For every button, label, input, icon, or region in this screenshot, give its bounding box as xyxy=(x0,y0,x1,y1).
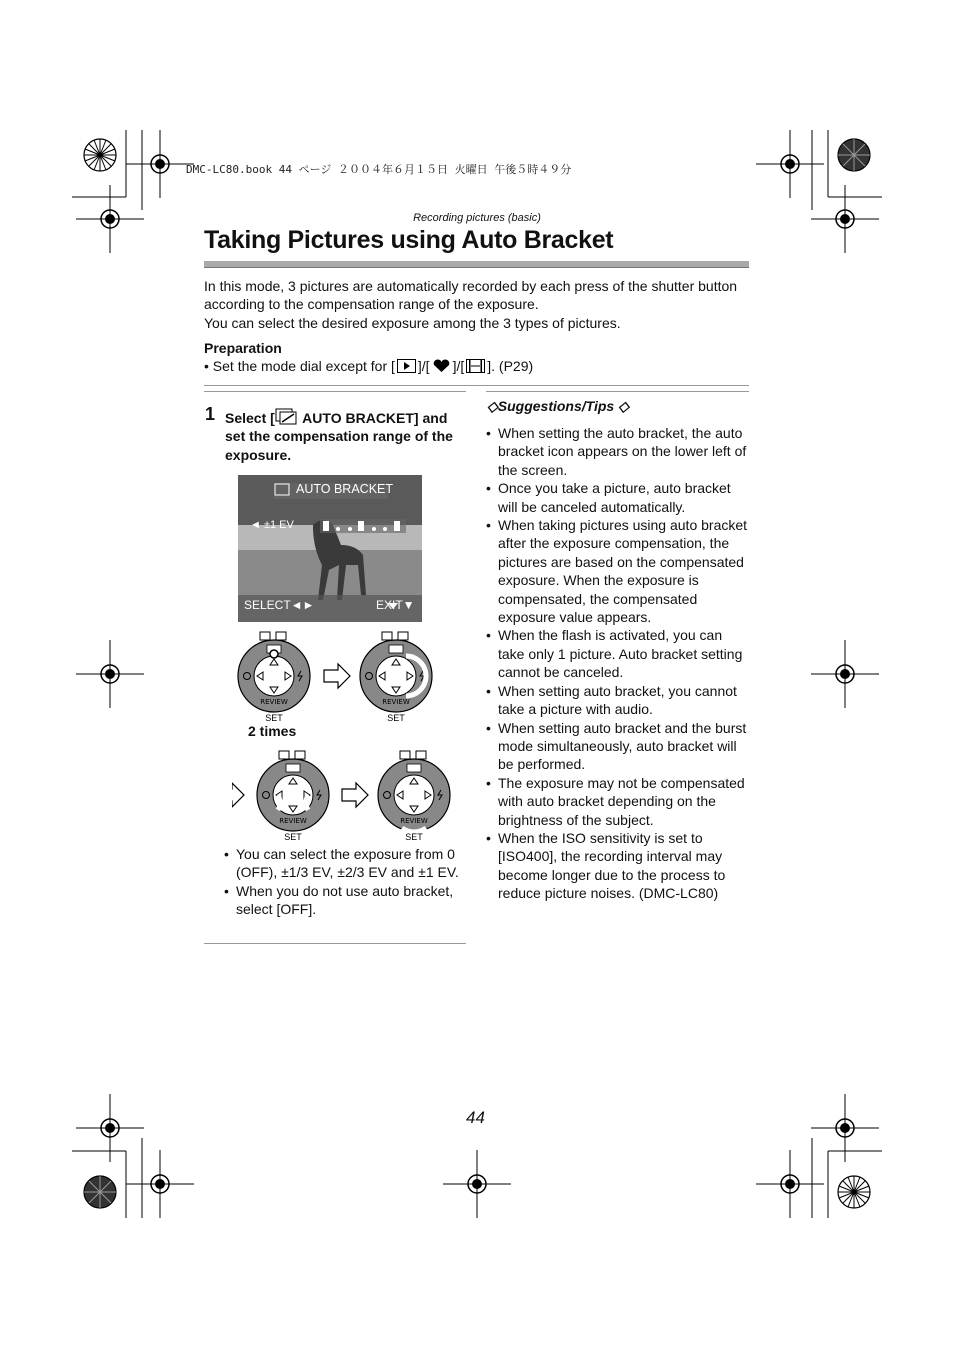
preparation-item xyxy=(204,358,533,374)
step-number: 1 xyxy=(205,404,216,424)
dial2-set-label: SET xyxy=(387,713,405,723)
page-title: Taking Pictures using Auto Bracket xyxy=(204,226,614,254)
step-prefix: Select [ xyxy=(225,410,275,426)
dial1-set-label: SET xyxy=(265,713,283,723)
tip-item: • The exposure may not be compensated with auto bracket depending on the brightness of the subject. xyxy=(486,774,750,829)
prep-sep-2: ]/[ xyxy=(452,358,465,374)
step-notes xyxy=(224,845,469,919)
playback-icon xyxy=(397,359,416,373)
note-item: • You can select the exposure from 0 (OFF), ±1/3 EV, ±2/3 EV and ±1 EV. xyxy=(224,845,469,882)
step-instruction xyxy=(225,408,470,464)
dial4-review-label: REVIEW xyxy=(400,817,428,825)
tip-item: • When setting the auto bracket, the auto bracket icon appears on the lower left of the screen. xyxy=(486,424,750,479)
lcd-select-hint: SELECT◄► xyxy=(244,598,315,612)
dial4-set-label: SET xyxy=(405,832,423,842)
lcd-exit-hint: EXIT▼ xyxy=(376,598,415,612)
press-count: 2 times xyxy=(248,723,297,739)
file-meta: DMC-LC80.book 44 ページ ２００４年６月１５日 火曜日 午後５時４９分 xyxy=(186,163,572,176)
tip-item: • When setting auto bracket, you cannot take a picture with audio. xyxy=(486,682,750,719)
tip-item: • When setting auto bracket and the burst mode simultaneously, auto bracket will be performed. xyxy=(486,719,750,774)
note-item: • When you do not use auto bracket, select [OFF]. xyxy=(224,882,469,919)
lcd-screen xyxy=(238,475,422,622)
lcd-title: AUTO BRACKET xyxy=(296,482,394,496)
divider-top xyxy=(204,385,749,386)
tip-item: • When taking pictures using auto bracket after the exposure compensation, the pictures are based on the compensated exposure. When the exposure is compensated, the compensated exposure value appears. xyxy=(486,516,750,626)
divider-tips xyxy=(486,391,749,392)
step-text: AUTO BRACKET] and set the compensation range of the exposure. xyxy=(225,410,453,463)
tips-list xyxy=(486,424,750,903)
prep-sep-1: ]/[ xyxy=(417,358,430,374)
intro-paragraph-1: In this mode, 3 pictures are automatically recorded by each press of the shutter button according to the compensation range of the exposure. xyxy=(204,278,738,313)
dial2-review-label: REVIEW xyxy=(382,698,410,706)
title-rule xyxy=(204,261,749,268)
auto-bracket-icon xyxy=(275,408,299,426)
heart-icon xyxy=(432,359,451,373)
intro xyxy=(204,277,749,332)
tip-item: • Once you take a picture, auto bracket will be canceled automatically. xyxy=(486,479,750,516)
lcd-ev-value: ◄ ±1 EV xyxy=(250,519,294,531)
section-label: Recording pictures (basic) xyxy=(413,212,541,224)
prep-suffix: ]. (P29) xyxy=(487,358,534,374)
divider-step xyxy=(204,391,466,392)
intro-paragraph-2: You can select the desired exposure among the 3 types of pictures. xyxy=(204,314,621,331)
page-number: 44 xyxy=(466,1108,485,1127)
divider-bottom xyxy=(204,943,466,944)
tip-item: • When the flash is activated, you can take only 1 picture. Auto bracket setting cannot be canceled. xyxy=(486,626,750,681)
tip-item: • When the ISO sensitivity is set to [ISO400], the recording interval may become longer due to the process to reduce picture noises. (DMC-LC80) xyxy=(486,829,750,903)
dial3-review-label: REVIEW xyxy=(279,817,307,825)
dial1-review-label: REVIEW xyxy=(260,698,288,706)
tips-heading: ◇Suggestions/Tips ◇ xyxy=(487,398,629,414)
movie-icon xyxy=(466,359,485,373)
dial3-set-label: SET xyxy=(284,832,302,842)
preparation-heading: Preparation xyxy=(204,340,282,356)
prep-prefix: • Set the mode dial except for [ xyxy=(204,358,395,374)
